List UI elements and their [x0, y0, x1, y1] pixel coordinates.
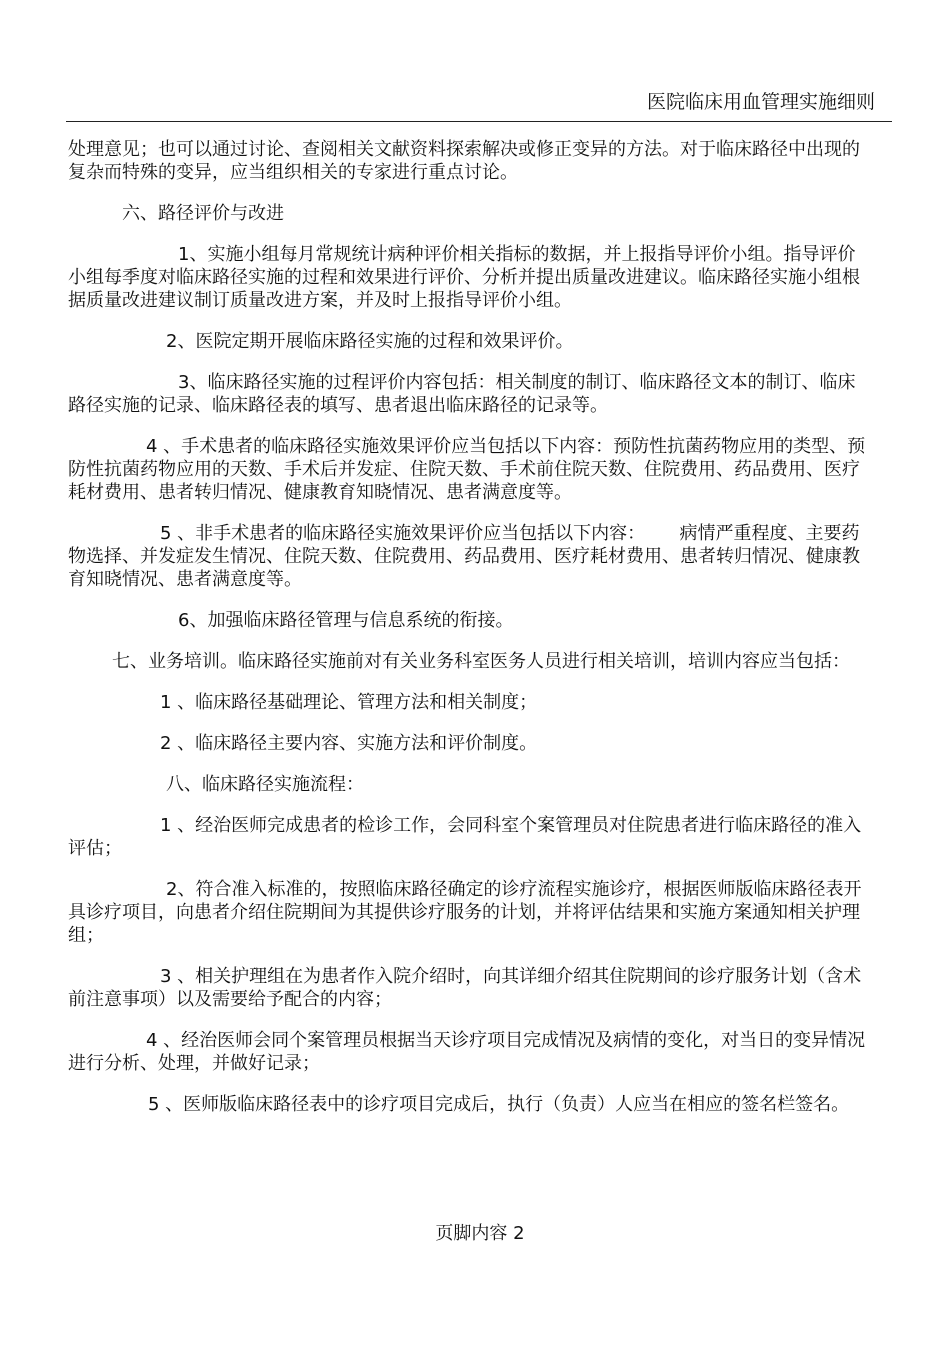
- body-paragraph: 2、医院定期开展临床路径实施的过程和效果评价。: [166, 331, 574, 352]
- body-paragraph: 4 、经治医师会同个案管理员根据当天诊疗项目完成情况及病情的变化，对当日的变异情况进行分析、处理，并做好记录；: [68, 1030, 866, 1074]
- page-footer: 页脚内容 2: [435, 1223, 525, 1244]
- body-paragraph: 2 、临床路径主要内容、实施方法和评价制度。: [160, 733, 538, 754]
- body-paragraph: 5 、医师版临床路径表中的诊疗项目完成后，执行（负责）人应当在相应的签名栏签名。: [148, 1094, 850, 1115]
- body-paragraph: 3、临床路径实施的过程评价内容包括：相关制度的制订、临床路径文本的制订、临床路径实施的记录、临床路径表的填写、患者退出临床路径的记录等。: [68, 372, 856, 416]
- body-paragraph: 八、临床路径实施流程：: [166, 774, 364, 795]
- header-title: 医院临床用血管理实施细则: [646, 91, 875, 113]
- body-paragraph: 七、业务培训。临床路径实施前对有关业务科室医务人员进行相关培训，培训内容应当包括：: [112, 651, 850, 672]
- body-paragraph: 2、符合准入标准的，按照临床路径确定的诊疗流程实施诊疗，根据医师版临床路径表开具诊疗项目，向患者介绍住院期间为其提供诊疗服务的计划，并将评估结果和实施方案通知相关护理组；: [68, 879, 862, 946]
- body-paragraph: 3 、相关护理组在为患者作入院介绍时，向其详细介绍其住院期间的诊疗服务计划（含术前注意事项）以及需要给予配合的内容；: [68, 966, 862, 1010]
- body-paragraph: 4 、手术患者的临床路径实施效果评价应当包括以下内容：预防性抗菌药物应用的类型、预防性抗菌药物应用的天数、手术后并发症、住院天数、手术前住院天数、住院费用、药品费用、医疗耗材费用、患者转归情况、健康教育知晓情况、患者满意度等。: [68, 436, 866, 503]
- body-paragraph: 1、实施小组每月常规统计病种评价相关指标的数据，并上报指导评价小组。指导评价小组每季度对临床路径实施的过程和效果进行评价、分析并提出质量改进建议。临床路径实施小组根据质量改进建议制订质量改进方案，并及时上报指导评价小组。: [68, 244, 860, 311]
- body-paragraph: 六、路径评价与改进: [122, 203, 284, 224]
- body-paragraph: 5 、非手术患者的临床路径实施效果评价应当包括以下内容： 病情严重程度、主要药物选择、并发症发生情况、住院天数、住院费用、药品费用、医疗耗材费用、患者转归情况、健康教育知晓情况、患者满意度等。: [68, 523, 860, 590]
- body-paragraph: 1 、经治医师完成患者的检诊工作，会同科室个案管理员对住院患者进行临床路径的准入评估；: [68, 815, 862, 859]
- body-paragraph: 处理意见；也可以通过讨论、查阅相关文献资料探索解决或修正变异的方法。对于临床路径中出现的复杂而特殊的变异，应当组织相关的专家进行重点讨论。: [68, 139, 860, 183]
- body-paragraph: 1 、临床路径基础理论、管理方法和相关制度；: [160, 692, 538, 713]
- document-body: [68, 138, 868, 1134]
- header-divider: [66, 121, 892, 122]
- body-paragraph: 6、加强临床路径管理与信息系统的衔接。: [178, 610, 514, 631]
